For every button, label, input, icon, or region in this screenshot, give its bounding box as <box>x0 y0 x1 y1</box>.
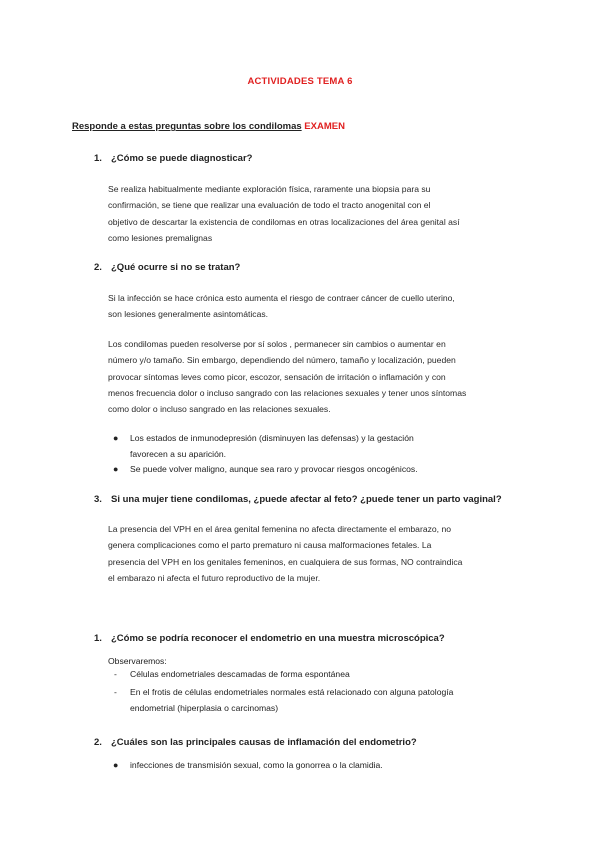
observaremos-label: Observaremos: <box>108 656 167 666</box>
section-heading <box>72 121 345 132</box>
question-3: 3. Si una mujer tiene condilomas, ¿puede afectar al feto? ¿puede tener un parto vaginal? <box>94 494 502 505</box>
list-item: - En el frotis de células endometriales normales está relacionado con alguna patología endometrial (hiperplasia o carcinomas) <box>130 684 520 717</box>
answer-1: Se realiza habitualmente mediante exploración física, raramente una biopsia para su confirmación, se tiene que realizar una evaluación de todo el tracto anogenital con el objetivo de descartar la existencia de condilomas en otras localizaciones del área genital así como lesiones premalignas <box>108 184 460 243</box>
list-item: ● infecciones de transmisión sexual, como la gonorrea o la clamidia. <box>130 757 520 773</box>
bullet-icon: ● <box>113 464 119 474</box>
list-item: ● Se puede volver maligno, aunque sea raro y provocar riesgos oncogénicos. <box>130 461 520 477</box>
answer-2-part-1: Si la infección se hace crónica esto aumenta el riesgo de contraer cáncer de cuello uterino, son lesiones generalmente asintomáticas. <box>108 293 455 320</box>
bullet-icon: ● <box>113 433 119 443</box>
bullet-icon: ● <box>113 760 119 770</box>
question-endometrio-1: 1. ¿Cómo se podría reconocer el endometrio en una muestra microscópica? <box>94 633 445 644</box>
question-1: 1. ¿Cómo se puede diagnosticar? <box>94 153 253 164</box>
page-title: ACTIVIDADES TEMA 6 <box>247 76 353 87</box>
answer-3: La presencia del VPH en el área genital femenina no afecta directamente el embarazo, no genera complicaciones como el parto prematuro ni causa malformaciones fetales. La presencia del VPH en los genitales femeninos, en cualquiera de sus formas, NO contraindica el embarazo ni afecta el futuro reproductivo de la mujer. <box>108 524 463 583</box>
question-2: 2. ¿Qué ocurre si no se tratan? <box>94 262 241 273</box>
list-item: - Células endometriales descamadas de forma espontánea <box>130 666 520 682</box>
list-item: ● Los estados de inmunodepresión (disminuyen las defensas) y la gestación favorecen a su aparición. <box>130 430 520 463</box>
question-endometrio-2: 2. ¿Cuáles son las principales causas de inflamación del endometrio? <box>94 737 417 748</box>
heading-text: Responde a estas preguntas sobre los condilomas <box>72 121 302 132</box>
dash-icon: - <box>114 669 117 679</box>
exam-label: EXAMEN <box>304 121 345 132</box>
answer-2-part-2: Los condilomas pueden resolverse por sí solos , permanecer sin cambios o aumentar en número y/o tamaño. Sin embargo, dependiendo del número, tamaño y localización, pueden provocar síntomas leves como picor, escozor, sensación de irritación o inflamación y con menos frecuencia dolor o incluso sangrado con las relaciones sexuales y tener unos síntomas como dolor o incluso sangrado en las relaciones sexuales. <box>108 339 467 415</box>
dash-icon: - <box>114 687 117 697</box>
